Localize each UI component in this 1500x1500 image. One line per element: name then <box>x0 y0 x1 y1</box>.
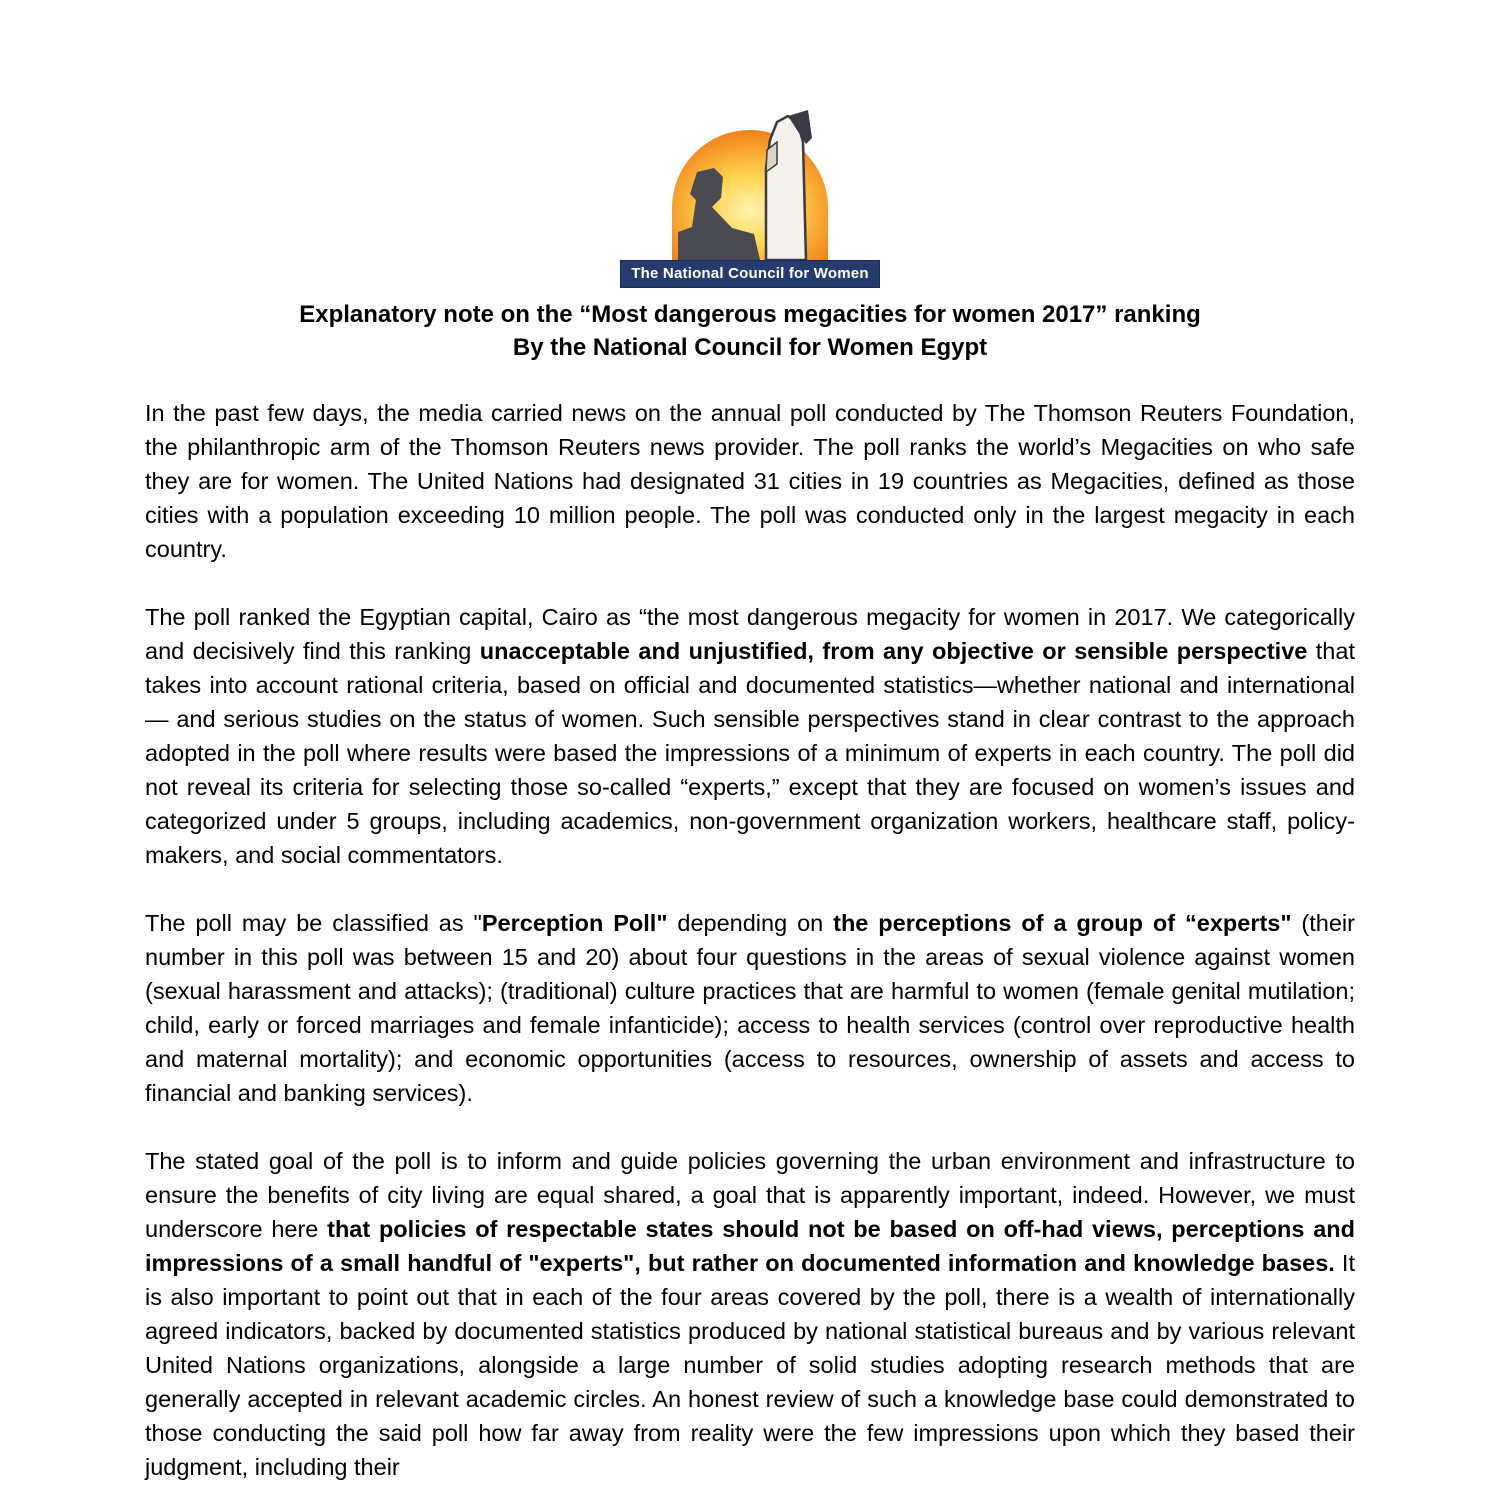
paragraph-run: depending on <box>667 910 834 936</box>
paragraph <box>145 1144 1355 1484</box>
ncw-logo-icon <box>640 80 860 262</box>
paragraph <box>145 906 1355 1110</box>
paragraph-run: (their number in this poll was between 15 and 20) about four questions in the areas of sexual violence against women (sexual harassment and attacks); (traditional) culture practices that are harmful to women (female genital mutilation; child, early or forced marriages and female infanticide); access to health services (control over reproductive health and maternal mortality); and economic opportunities (access to resources, ownership of assets and access to financial and banking services). <box>145 910 1355 1106</box>
paragraph-run-bold: the perceptions of a group of “experts" <box>833 910 1292 936</box>
paragraph-run-bold: Perception Poll" <box>481 910 668 936</box>
paragraph-run: In the past few days, the media carried news on the annual poll conducted by The Thomson Reuters Foundation, the philanthropic arm of the Thomson Reuters news provider. The poll ranks the world’s Megacities on who safe they are for women. The United Nations had designated 31 cities in 19 countries as Megacities, defined as those cities with a population exceeding 10 million people. The poll was conducted only in the largest megacity in each country. <box>145 400 1355 562</box>
paragraph <box>145 396 1355 566</box>
ncw-logo <box>145 0 1355 288</box>
paragraph-run-bold: unacceptable and unjustified, from any objective or sensible perspective <box>479 638 1308 664</box>
paragraph-run: The stated goal of the poll is to inform and guide policies governing the urban environment and infrastructure to ensure the benefits of city living are equal shared, a goal that is apparently important, indeed. However, we must underscore here <box>145 1148 1355 1242</box>
paragraph-run: that takes into account rational criteria, based on official and documented statistics—whether national and international— and serious studies on the status of women. Such sensible perspectives stand in clear contrast to the approach adopted in the poll where results were based the impressions of a minimum of experts in each country. The poll did not reveal its criteria for selecting those so-called “experts,” except that they are focused on women’s issues and categorized under 5 groups, including academics, non-government organization workers, healthcare staff, policy-makers, and social commentators. <box>145 638 1355 868</box>
statue-icon <box>766 116 806 260</box>
paragraph <box>145 600 1355 872</box>
document-title <box>145 298 1355 364</box>
title-line-2: By the National Council for Women Egypt <box>512 334 988 361</box>
paragraph-run: It is also important to point out that in each of the four areas covered by the poll, there is a wealth of internationally agreed indicators, backed by documented statistics produced by national statistical bureaus and by various relevant United Nations organizations, alongside a large number of solid studies adopting research methods that are generally accepted in relevant academic circles. An honest review of such a knowledge base could demonstrated to those conducting the said poll how far away from reality were the few impressions upon which they based their judgment, including their <box>145 1250 1355 1480</box>
paragraph-run-bold: that policies of respectable states should not be based on off-had views, perceptions and impressions of a small handful of "experts", but rather on documented information and knowledge bases. <box>145 1216 1355 1276</box>
document-body <box>145 396 1355 1484</box>
paragraph-run: The poll ranked the Egyptian capital, Cairo as “the most dangerous megacity for women in 2017. We categorically and decisively find this ranking <box>145 604 1355 664</box>
logo-banner: The National Council for Women <box>620 260 879 288</box>
title-line-1: Explanatory note on the “Most dangerous megacities for women 2017” ranking <box>299 301 1201 328</box>
paragraph-run: The poll may be classified as " <box>145 910 482 936</box>
